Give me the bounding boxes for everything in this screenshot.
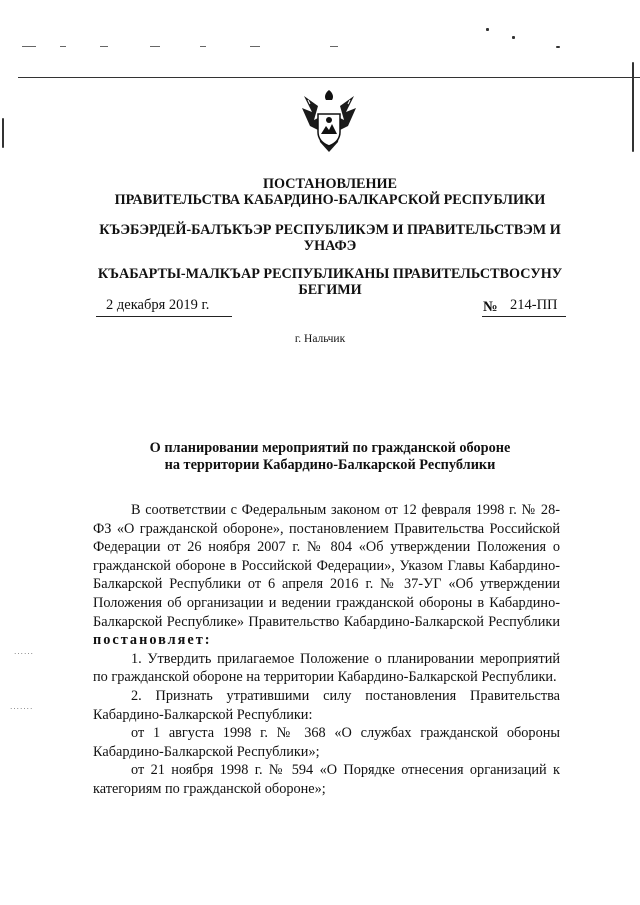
top-rule [18, 77, 640, 78]
resolution-header-russian [80, 176, 580, 208]
scan-artifact [22, 46, 36, 47]
scan-artifact [200, 46, 206, 47]
city-name: г. Нальчик [294, 333, 346, 345]
scan-artifact [512, 36, 515, 39]
scan-artifact [330, 46, 338, 47]
document-number: 214-ПП [510, 297, 558, 313]
document-date: 2 декабря 2019 г. [106, 297, 210, 313]
scan-artifact [556, 46, 560, 48]
balkar-line-2: БЕГИМИ [298, 282, 362, 298]
number-sign: № [483, 299, 498, 315]
item-2: 2. Признать утратившими силу постановления Правительства Кабардино-Балкарской Республики: [93, 687, 560, 723]
scan-artifact [250, 46, 260, 47]
coat-of-arms-emblem [296, 86, 362, 156]
number-underline [482, 316, 566, 317]
item-1: 1. Утвердить прилагаемое Положение о планировании мероприятий по гражданской обороне на территории Кабардино-Балкарской Республики. [93, 650, 560, 686]
preamble-paragraph [93, 501, 560, 650]
document-body [93, 501, 560, 799]
scan-artifact: ······· [10, 705, 34, 713]
scan-artifact [486, 28, 489, 31]
scan-artifact [150, 46, 160, 47]
item-2a: от 1 августа 1998 г. № 368 «О службах гражданской обороны Кабардино-Балкарской Республики»; [93, 725, 560, 760]
scan-artifact: ······ [14, 650, 34, 658]
resolution-label: ПОСТАНОВЛЕНИЕ [262, 176, 398, 192]
scan-artifact [2, 118, 4, 148]
title-line-2: на территории Кабардино-Балкарской Республики [164, 457, 496, 473]
resolution-header-balkar [80, 266, 580, 298]
scan-artifact [60, 46, 66, 47]
title-line-1: О планировании мероприятий по гражданской обороне [149, 440, 511, 456]
date-underline [96, 316, 232, 317]
document-title [80, 440, 580, 474]
preamble-text: В соответствии с Федеральным законом от 12 февраля 1998 г. № 28-ФЗ «О гражданской обороне», постановлением Правительства Российской Федерации от 26 ноября 2007 г. № 804 «Об утверждении Положения о гражданской обороне в Российской Федерации», Указом Главы Кабардино-Балкарской Республики от 6 апреля 2016 г. № 37-УГ «Об утверждении Положения об организации и ведении гражданской обороны в Кабардино-Балкарской Республике» Правительство Кабардино-Балкарской Республики [93, 502, 560, 630]
resolution-header-kabardian [80, 222, 580, 254]
item-2b: от 21 ноября 1998 г. № 594 «О Порядке отнесения организаций к категориям по гражданской обороне»; [93, 762, 560, 797]
kabardian-line-2: УНАФЭ [303, 238, 357, 254]
balkar-line-1: КЪАБАРТЫ-МАЛКЪАР РЕСПУБЛИКАНЫ ПРАВИТЕЛЬСТВОСУНУ [97, 266, 563, 282]
scan-artifact [632, 62, 634, 152]
decrees-word: постановляет: [93, 632, 212, 649]
government-name: ПРАВИТЕЛЬСТВА КАБАРДИНО-БАЛКАРСКОЙ РЕСПУБЛИКИ [114, 192, 546, 208]
kabardian-line-1: КЪЭБЭРДЕЙ-БАЛЪКЪЭР РЕСПУБЛИКЭМ И ПРАВИТЕЛЬСТВЭМ И [99, 222, 561, 238]
scan-artifact [100, 46, 108, 47]
